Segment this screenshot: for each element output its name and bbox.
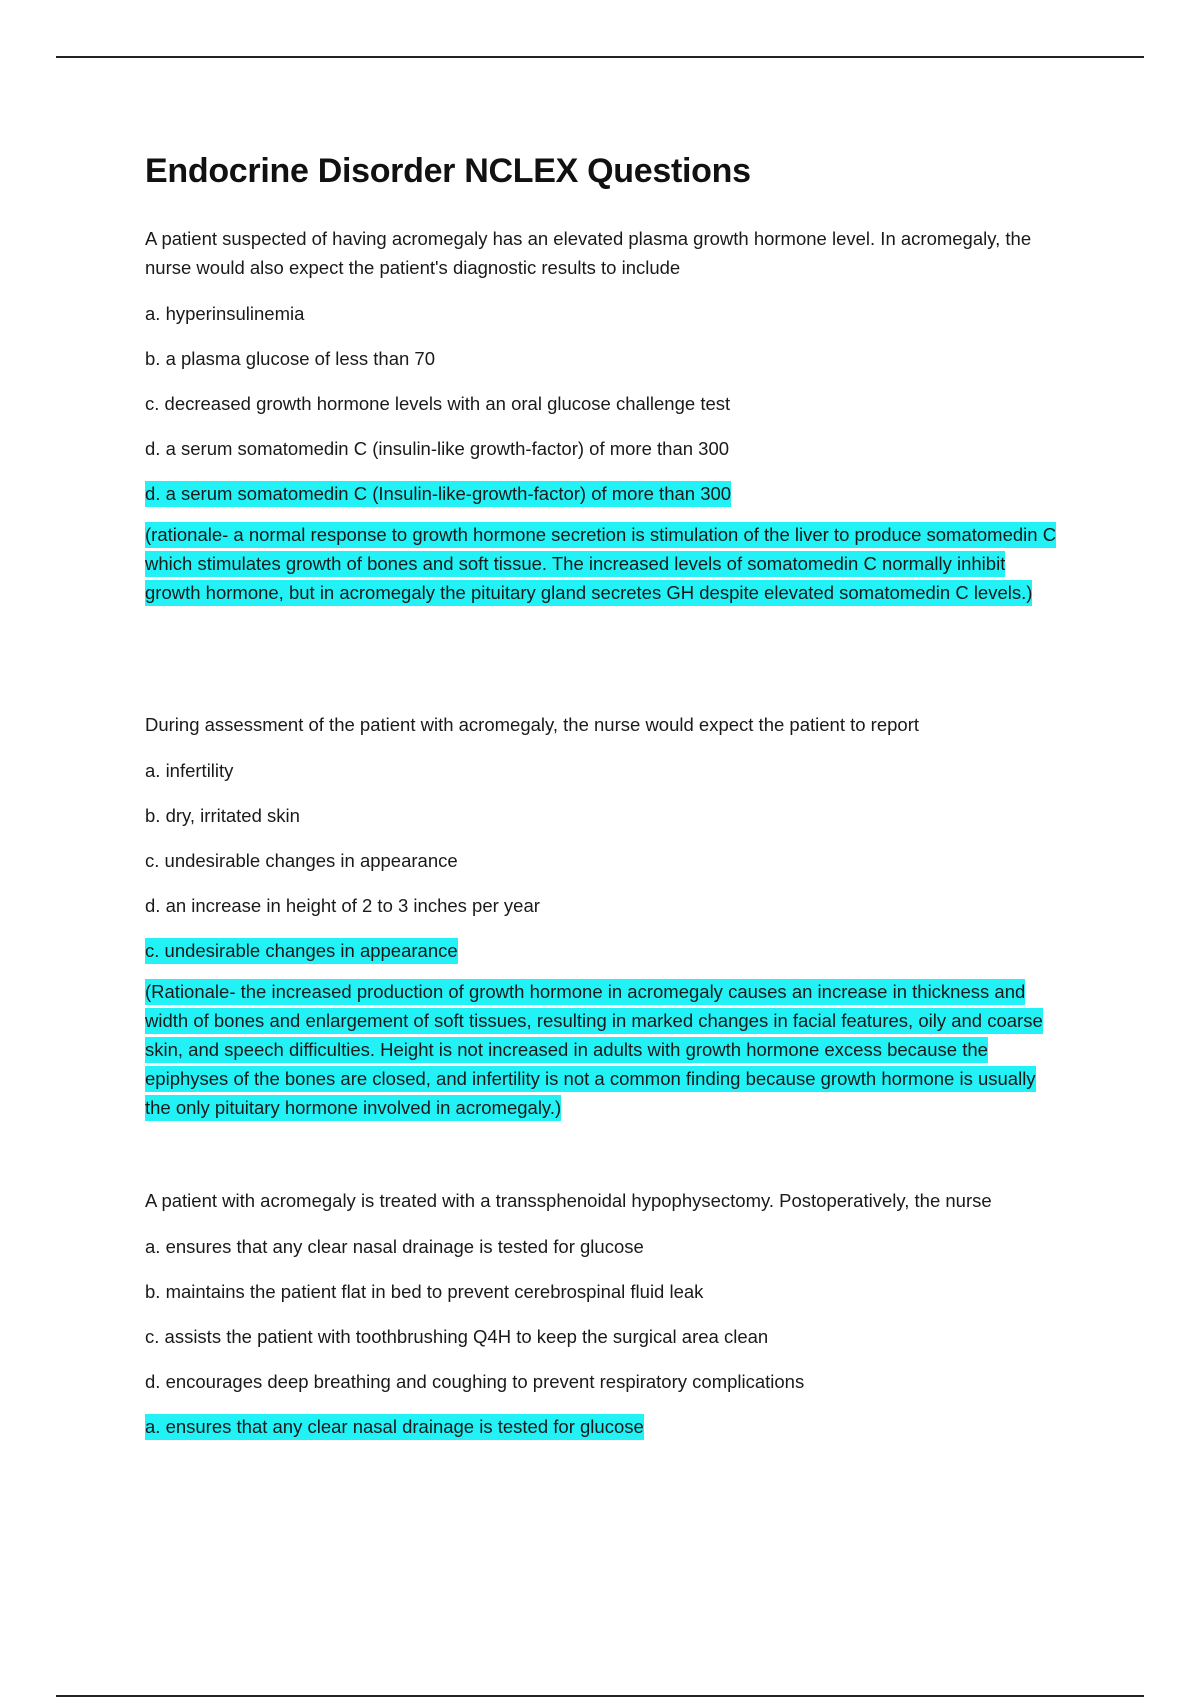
question-3 — [145, 1186, 1060, 1441]
option-a: a. ensures that any clear nasal drainage is tested for glucose — [145, 1236, 644, 1257]
option-b: b. maintains the patient flat in bed to prevent cerebrospinal fluid leak — [145, 1281, 704, 1302]
question-stem: A patient with acromegaly is treated with a transsphenoidal hypophysectomy. Postoperatively, the nurse — [145, 1190, 992, 1211]
option-d: d. an increase in height of 2 to 3 inches per year — [145, 895, 540, 916]
answer-line — [145, 1412, 1060, 1441]
answer-highlight: a. ensures that any clear nasal drainage is tested for glucose — [145, 1414, 644, 1440]
option-c: c. assists the patient with toothbrushing Q4H to keep the surgical area clean — [145, 1326, 769, 1347]
question-2 — [145, 710, 1060, 1122]
option-b: b. dry, irritated skin — [145, 805, 300, 826]
answer-line — [145, 936, 1060, 965]
option-d: d. a serum somatomedin C (insulin-like growth-factor) of more than 300 — [145, 438, 730, 459]
answer-highlight: d. a serum somatomedin C (Insulin-like-growth-factor) of more than 300 — [145, 481, 731, 507]
option-d: d. encourages deep breathing and coughing to prevent respiratory complications — [145, 1371, 805, 1392]
rationale-highlight: (rationale- a normal response to growth hormone secretion is stimulation of the liver to produce somatomedin C which stimulates growth of bones and soft tissue. The increased levels of somatomedin C normally inhibit growth hormone, but in acromegaly the pituitary gland secretes GH despite elevated somatomedin C levels.) — [145, 522, 1056, 606]
document-body — [145, 148, 1060, 1453]
document-title: Endocrine Disorder NCLEX Questions — [145, 152, 751, 190]
question-stem: A patient suspected of having acromegaly has an elevated plasma growth hormone level. In acromegaly, the nurse would also expect the patient's diagnostic results to include — [145, 228, 1032, 278]
question-1 — [145, 224, 1060, 607]
option-a: a. hyperinsulinemia — [145, 303, 305, 324]
option-a: a. infertility — [145, 760, 234, 781]
header-rule — [56, 56, 1144, 58]
option-b: b. a plasma glucose of less than 70 — [145, 348, 436, 369]
answer-line — [145, 479, 1060, 508]
rationale — [145, 977, 1060, 1122]
option-c: c. undesirable changes in appearance — [145, 850, 458, 871]
footer-rule — [56, 1695, 1144, 1697]
answer-highlight: c. undesirable changes in appearance — [145, 938, 458, 964]
rationale — [145, 520, 1060, 607]
rationale-highlight: (Rationale- the increased production of growth hormone in acromegaly causes an increase in thickness and width of bones and enlargement of soft tissues, resulting in marked changes in facial features, oily and coarse skin, and speech difficulties. Height is not increased in adults with growth hormone excess because the epiphyses of the bones are closed, and infertility is not a common finding because growth hormone is usually the only pituitary hormone involved in acromegaly.) — [145, 979, 1043, 1121]
question-stem: During assessment of the patient with acromegaly, the nurse would expect the patient to report — [145, 714, 920, 735]
option-c: c. decreased growth hormone levels with an oral glucose challenge test — [145, 393, 731, 414]
